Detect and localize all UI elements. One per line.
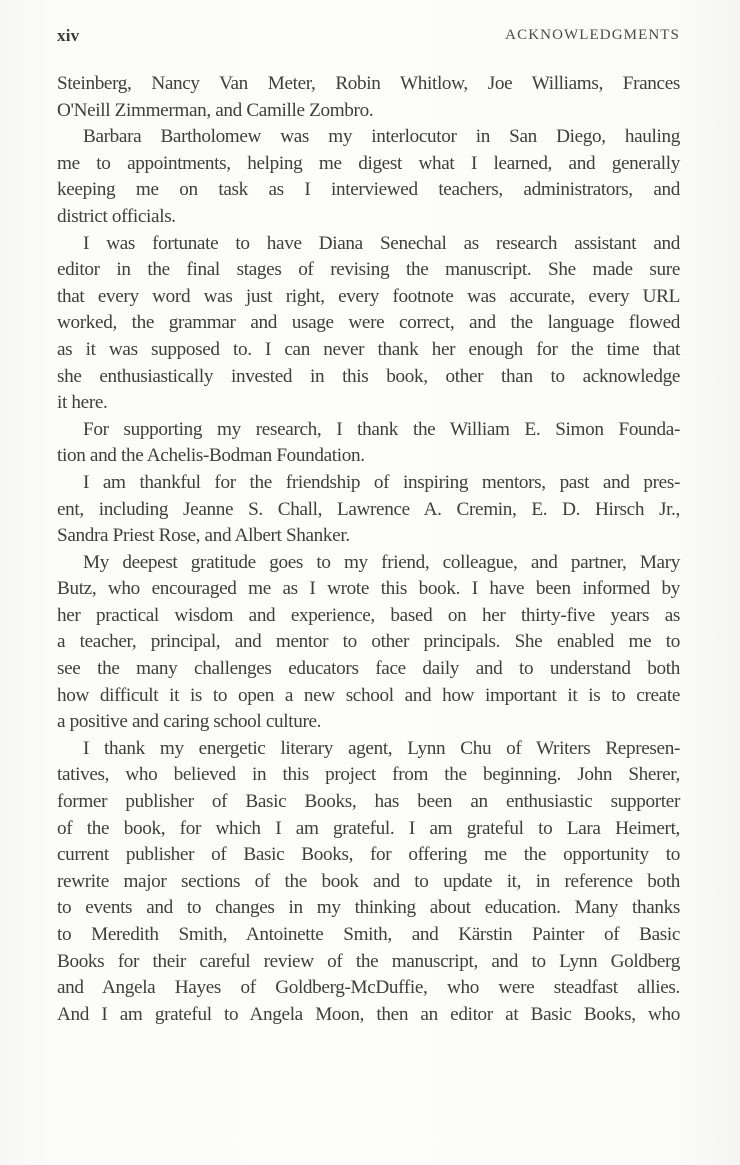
page-number: xiv [57, 26, 80, 45]
text-line: her practical wisdom and experience, based on her thirty-five years as [57, 604, 680, 626]
text-line: Barbara Bartholomew was my interlocutor in San Diego, hauling [83, 126, 680, 148]
text-line: tatives, who believed in this project from the beginning. John Sherer, [57, 764, 680, 786]
text-line: a positive and caring school culture. [57, 711, 322, 733]
text-line: I was fortunate to have Diana Senechal as research assistant and [83, 232, 680, 254]
text-line: O'Neill Zimmerman, and Camille Zombro. [57, 99, 374, 121]
text-line: Butz, who encouraged me as I wrote this book. I have been informed by [57, 578, 680, 600]
section-title: ACKNOWLEDGMENTS [505, 27, 680, 43]
paragraph [57, 231, 680, 417]
text-line: Sandra Priest Rose, and Albert Shanker. [57, 525, 350, 547]
paragraph [57, 124, 680, 230]
text-line: she enthusiastically invested in this book, other than to acknowledge [57, 365, 680, 387]
text-line: district officials. [57, 205, 176, 227]
text-line: and Angela Hayes of Goldberg-McDuffie, who were steadfast allies. [57, 977, 680, 999]
text-line: keeping me on task as I interviewed teachers, administrators, and [57, 179, 680, 201]
paragraph [57, 71, 680, 124]
text-line: Books for their careful review of the manuscript, and to Lynn Goldberg [57, 950, 680, 972]
text-line: that every word was just right, every footnote was accurate, every URL [57, 285, 680, 307]
text-line: For supporting my research, I thank the William E. Simon Founda- [83, 418, 680, 440]
text-line: it here. [57, 392, 108, 414]
text-line: a teacher, principal, and mentor to other principals. She enabled me to [57, 631, 680, 653]
paragraph [57, 550, 680, 736]
paragraph [57, 736, 680, 1029]
text-line: to events and to changes in my thinking about education. Many thanks [57, 897, 680, 919]
body-text [57, 71, 680, 1028]
text-line: how difficult it is to open a new school and how important it is to create [57, 684, 680, 706]
paragraph [57, 470, 680, 550]
text-line: I am thankful for the friendship of inspiring mentors, past and pres- [83, 471, 680, 493]
text-line: And I am grateful to Angela Moon, then an editor at Basic Books, who [57, 1003, 680, 1025]
text-line: current publisher of Basic Books, for offering me the opportunity to [57, 844, 680, 866]
text-line: me to appointments, helping me digest what I learned, and generally [57, 152, 680, 174]
text-line: as it was supposed to. I can never thank her enough for the time that [57, 338, 680, 360]
text-line: My deepest gratitude goes to my friend, colleague, and partner, Mary [83, 551, 680, 573]
text-line: I thank my energetic literary agent, Lynn Chu of Writers Represen- [83, 737, 680, 759]
paragraph [57, 417, 680, 470]
text-line: tion and the Achelis-Bodman Foundation. [57, 445, 365, 467]
text-line: rewrite major sections of the book and to update it, in reference both [57, 870, 680, 892]
running-head [57, 26, 680, 48]
text-line: to Meredith Smith, Antoinette Smith, and Kärstin Painter of Basic [57, 924, 680, 945]
text-line: former publisher of Basic Books, has been an enthusiastic supporter [57, 791, 680, 813]
text-line: see the many challenges educators face daily and to understand both [57, 658, 680, 680]
text-line: worked, the grammar and usage were correct, and the language flowed [57, 312, 680, 334]
text-line: of the book, for which I am grateful. I am grateful to Lara Heimert, [57, 817, 680, 839]
text-line: editor in the final stages of revising the manuscript. She made sure [57, 259, 680, 281]
text-line: Steinberg, Nancy Van Meter, Robin Whitlow, Joe Williams, Frances [57, 73, 680, 94]
text-line: ent, including Jeanne S. Chall, Lawrence A. Cremin, E. D. Hirsch Jr., [57, 498, 680, 520]
